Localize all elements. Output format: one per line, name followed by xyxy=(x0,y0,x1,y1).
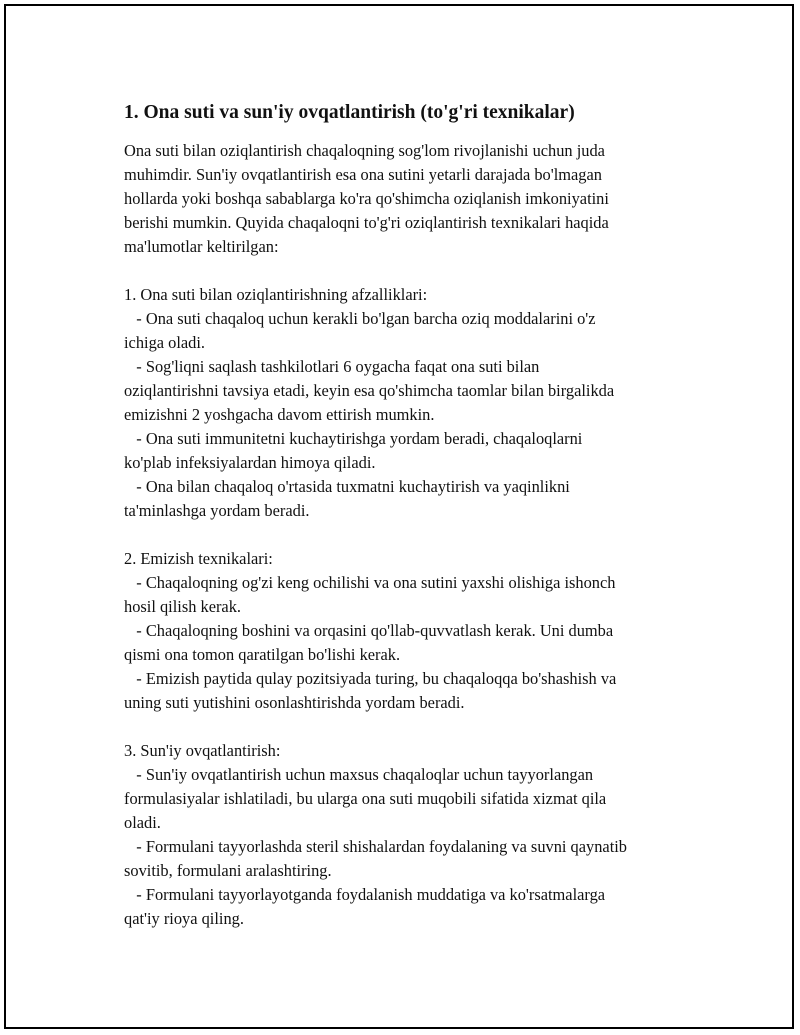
section-line: - Chaqaloqning boshini va orqasini qo'llab-quvvatlash kerak. Uni dumba xyxy=(124,621,614,640)
spacer xyxy=(124,715,694,739)
section-line: qat'iy rioya qiling. xyxy=(124,909,244,928)
section-line: - Ona suti chaqaloq uchun kerakli bo'lgan barcha oziq moddalarini o'z xyxy=(124,309,596,328)
document-body xyxy=(124,100,694,931)
section-line: ichiga oladi. xyxy=(124,333,206,352)
section-artificial-feeding xyxy=(124,739,694,931)
intro-line: ma'lumotlar keltirilgan: xyxy=(124,237,279,256)
intro-line: Ona suti bilan oziqlantirish chaqaloqning sog'lom rivojlanishi uchun juda xyxy=(124,141,605,160)
intro-line: hollarda yoki boshqa sabablarga ko'ra qo'shimcha oziqlanish imkoniyatini xyxy=(124,189,609,208)
section-line: - Formulani tayyorlashda steril shishalardan foydalaning va suvni qaynatib xyxy=(124,837,627,856)
section-line: uning suti yutishini osonlashtirishda yordam beradi. xyxy=(124,693,465,712)
section-line: ko'plab infeksiyalardan himoya qiladi. xyxy=(124,453,376,472)
section-heading: 3. Sun'iy ovqatlantirish: xyxy=(124,741,281,760)
page-frame xyxy=(4,4,794,1029)
intro-line: berishi mumkin. Quyida chaqaloqni to'g'ri oziqlantirish texnikalari haqida xyxy=(124,213,609,232)
section-line: formulasiyalar ishlatiladi, bu ularga ona suti muqobili sifatida xizmat qila xyxy=(124,789,607,808)
spacer xyxy=(124,259,694,283)
section-line: hosil qilish kerak. xyxy=(124,597,241,616)
section-line: - Chaqaloqning og'zi keng ochilishi va ona sutini yaxshi olishiga ishonch xyxy=(124,573,616,592)
section-line: - Ona bilan chaqaloq o'rtasida tuxmatni kuchaytirish va yaqinlikni xyxy=(124,477,570,496)
section-breastfeeding-techniques xyxy=(124,547,694,715)
section-heading: 1. Ona suti bilan oziqlantirishning afzalliklari: xyxy=(124,285,428,304)
document-title: 1. Ona suti va sun'iy ovqatlantirish (to'g'ri texnikalar) xyxy=(124,102,575,123)
section-line: ta'minlashga yordam beradi. xyxy=(124,501,310,520)
section-line: emizishni 2 yoshgacha davom ettirish mumkin. xyxy=(124,405,435,424)
spacer xyxy=(124,523,694,547)
section-line: - Sog'liqni saqlash tashkilotlari 6 oygacha faqat ona suti bilan xyxy=(124,357,540,376)
section-line: qismi ona tomon qaratilgan bo'lishi kerak. xyxy=(124,645,401,664)
section-heading: 2. Emizish texnikalari: xyxy=(124,549,273,568)
section-line: - Sun'iy ovqatlantirish uchun maxsus chaqaloqlar uchun tayyorlangan xyxy=(124,765,594,784)
section-advantages xyxy=(124,283,694,523)
section-line: - Ona suti immunitetni kuchaytirishga yordam beradi, chaqaloqlarni xyxy=(124,429,583,448)
section-line: oladi. xyxy=(124,813,161,832)
section-line: oziqlantirishni tavsiya etadi, keyin esa qo'shimcha taomlar bilan birgalikda xyxy=(124,381,615,400)
section-line: sovitib, formulani aralashtiring. xyxy=(124,861,332,880)
intro-line: muhimdir. Sun'iy ovqatlantirish esa ona sutini yetarli darajada bo'lmagan xyxy=(124,165,602,184)
intro-paragraph xyxy=(124,139,694,259)
section-line: - Formulani tayyorlayotganda foydalanish muddatiga va ko'rsatmalarga xyxy=(124,885,606,904)
section-line: - Emizish paytida qulay pozitsiyada turing, bu chaqaloqqa bo'shashish va xyxy=(124,669,617,688)
